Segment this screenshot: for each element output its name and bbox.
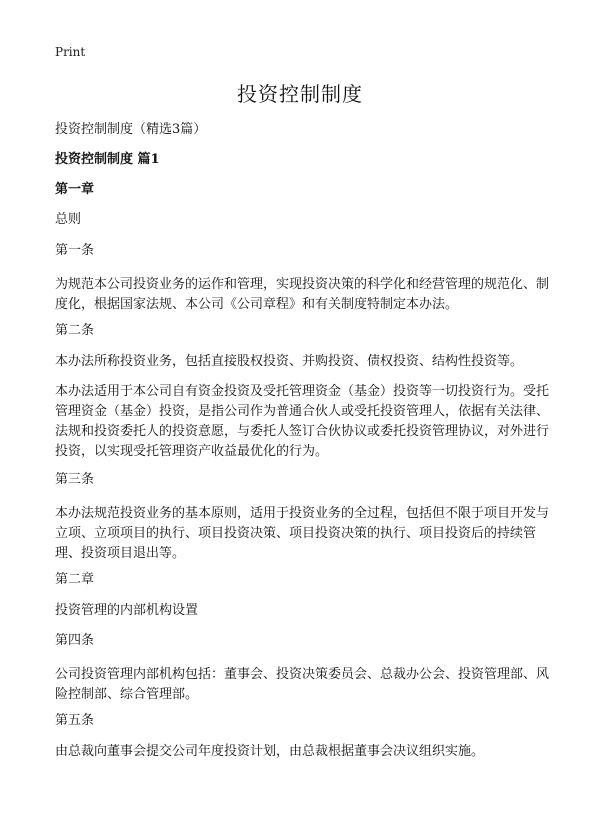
clause-heading-3: 第三条 [55, 472, 95, 487]
clause-heading-5: 第五条 [55, 713, 95, 728]
clause-heading-4: 第四条 [55, 633, 95, 648]
chapter-heading-2: 第二章 [55, 572, 95, 587]
document-title: 投资控制制度 [237, 82, 363, 106]
print-link[interactable]: Print [55, 45, 86, 59]
clause-text-3: 本办法规范投资业务的基本原则，适用于投资业务的全过程，包括但不限于项目开发与立项、立项项目的执行、项目投资决策、项目投资决策的执行、项目投资后的持续管理、投资项目退出等。 [55, 506, 550, 561]
clause-text-1: 为规范本公司投资业务的运作和管理，实现投资决策的科学化和经营管理的规范化、制度化，根据国家法规、本公司《公司章程》和有关制度特制定本办法。 [55, 277, 550, 312]
clause-text-4: 公司投资管理内部机构包括：董事会、投资决策委员会、总裁办公会、投资管理部、风险控制部、综合管理部。 [55, 667, 550, 702]
chapter-name-2: 投资管理的内部机构设置 [55, 603, 199, 618]
clause-text-5: 由总裁向董事会提交公司年度投资计划，由总裁根据董事会决议组织实施。 [55, 744, 485, 759]
chapter-name-1: 总则 [55, 212, 82, 227]
clause-heading-1: 第一条 [55, 243, 95, 258]
chapter-heading-1: 第一章 [55, 182, 95, 197]
clause-heading-2: 第二条 [55, 323, 95, 338]
clause-text-2a: 本办法所称投资业务，包括直接股权投资、并购投资、债权投资、结构性投资等。 [55, 354, 524, 369]
article-heading: 投资控制制度 篇1 [55, 152, 160, 167]
document-subtitle: 投资控制制度（精选3篇） [55, 122, 207, 137]
clause-text-2b: 本办法适用于本公司自有资金投资及受托管理资金（基金）投资等一切投资行为。受托管理资金（基金）投资，是指公司作为普通合伙人或受托投资管理人，依据有关法律、法规和投资委托人的投资意愿，与委托人签订合伙协议或委托投资管理协议，对外进行投资，以实现受托管理资产收益最优化的行为。 [55, 384, 550, 459]
